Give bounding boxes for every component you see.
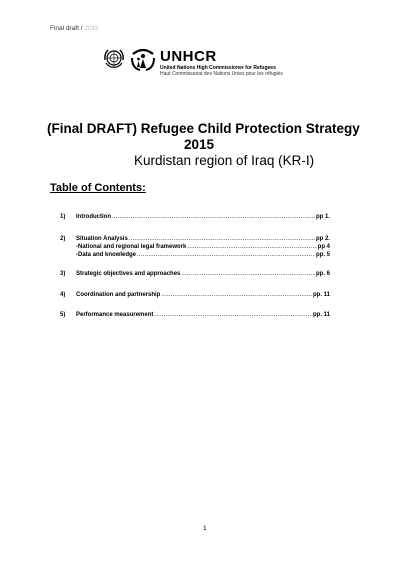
- logo-block: [102, 44, 312, 76]
- toc-entry-number: 5): [60, 312, 66, 318]
- toc-leader-dots: [129, 236, 315, 242]
- toc-entry-page: pp 2.: [315, 236, 330, 242]
- toc-entry-number: 3): [60, 271, 66, 277]
- toc-entry-page: pp 1.: [315, 214, 330, 220]
- toc-leader-dots: [137, 252, 315, 258]
- toc-entry-text: Strategic objectives and approaches: [76, 271, 181, 277]
- toc-entry-text: Introduction: [76, 214, 111, 220]
- toc-entry-legal-framework[interactable]: [60, 244, 330, 250]
- toc-leader-dots: [112, 214, 315, 220]
- toc-leader-dots: [187, 244, 316, 250]
- toc-entry-number: 4): [60, 292, 66, 298]
- toc-entry-page: pp. 11: [312, 292, 330, 298]
- toc-entry-coordination[interactable]: [60, 292, 330, 298]
- toc-entry-text: Coordination and partnership: [76, 292, 161, 298]
- header-note: [50, 25, 99, 32]
- toc-entry-page: pp. 11: [312, 312, 330, 318]
- page-number: 1: [203, 525, 207, 532]
- unhcr-emblem-icon: [130, 44, 156, 72]
- toc-entry-text: -National and regional legal framework: [76, 244, 187, 250]
- toc-entry-performance[interactable]: [60, 312, 330, 318]
- toc-entry-text: -Data and knowledge: [76, 252, 137, 258]
- toc-entry-data-knowledge[interactable]: [60, 252, 330, 258]
- toc-entry-text: Situation Analysis: [76, 236, 128, 242]
- toc-entry-number: 1): [60, 214, 66, 220]
- unhcr-english-name: United Nations High Commissioner for Refugees: [160, 65, 276, 71]
- toc-entry-page: pp. 5: [315, 252, 330, 258]
- header-note-faded: 2015: [84, 25, 99, 32]
- document-subtitle: Kurdistan region of Iraq (KR-I): [134, 153, 315, 168]
- unhcr-wordmark: UNHCR: [160, 48, 217, 65]
- un-emblem-icon: [102, 46, 126, 70]
- toc-leader-dots: [181, 271, 315, 277]
- document-title-line1: (Final DRAFT) Refugee Child Protection Strategy: [47, 121, 360, 136]
- toc-entry-number: 2): [60, 236, 66, 242]
- toc-entry-page: pp. 6: [315, 271, 330, 277]
- toc-leader-dots: [161, 292, 312, 298]
- toc-entry-introduction[interactable]: [60, 214, 330, 220]
- toc-entry-strategic-objectives[interactable]: [60, 271, 330, 277]
- toc-leader-dots: [154, 312, 312, 318]
- toc-entry-page: pp 4: [317, 244, 330, 250]
- toc-entry-text: Performance measurement: [76, 312, 154, 318]
- header-note-text: Final draft /: [50, 25, 83, 32]
- document-title-line2: 2015: [184, 137, 215, 152]
- unhcr-french-name: Haut Commissariat des Nations Unies pour les réfugiés: [160, 71, 283, 77]
- toc-heading: Table of Contents:: [50, 182, 146, 194]
- toc-entry-situation-analysis[interactable]: [60, 236, 330, 242]
